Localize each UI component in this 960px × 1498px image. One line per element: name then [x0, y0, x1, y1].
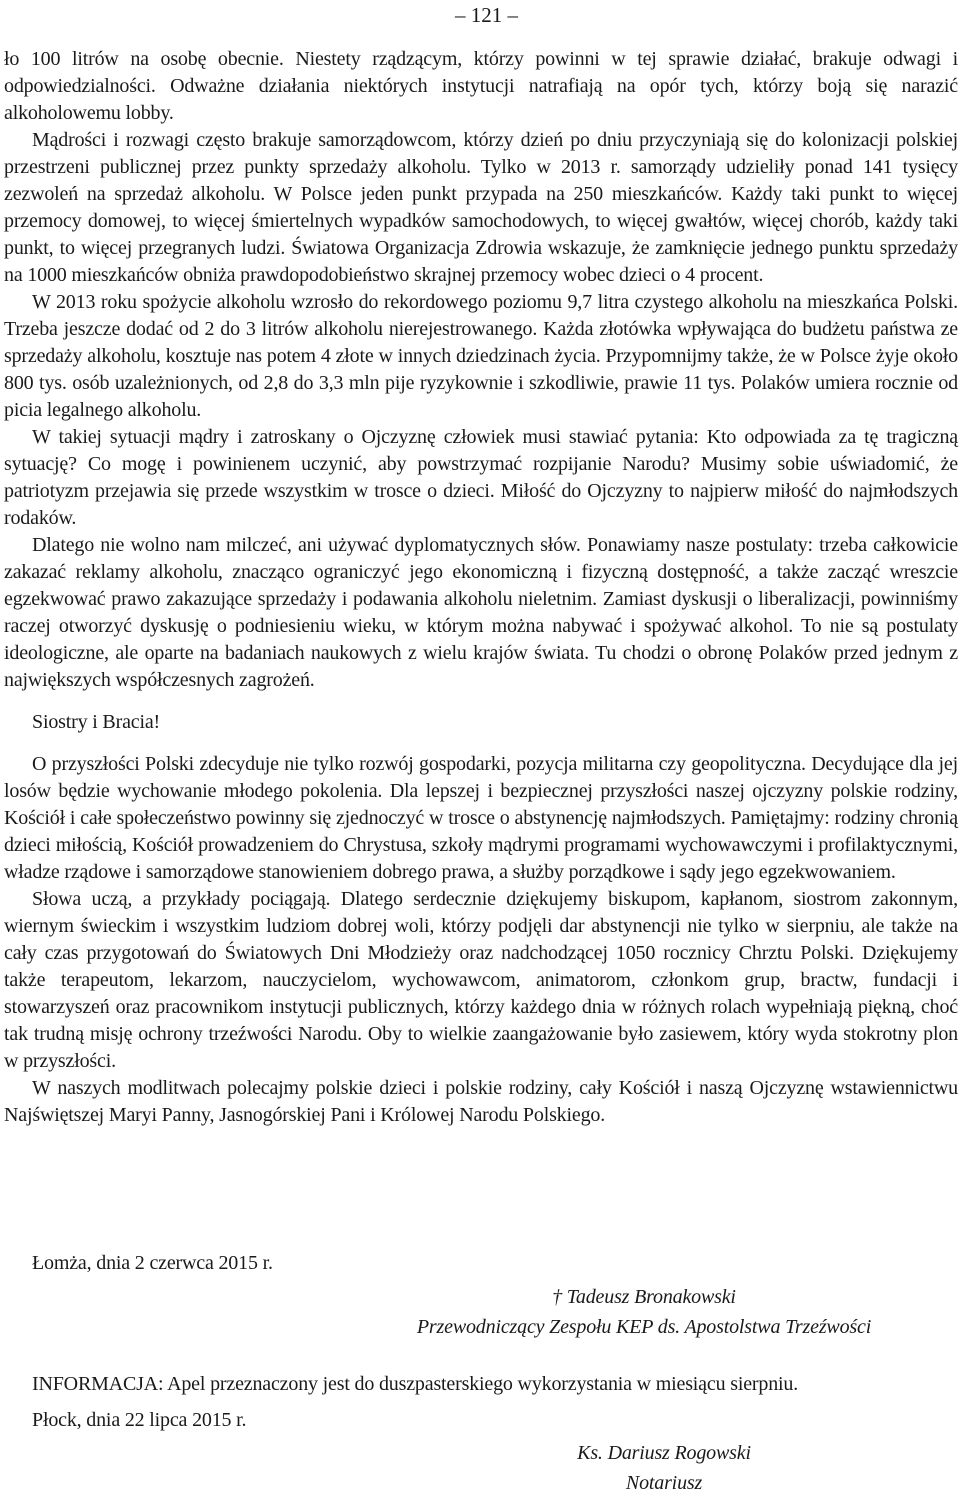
notary-title: Notariusz: [625, 1472, 703, 1494]
paragraph: Mądrości i rozwagi często brakuje samorządowcom, którzy dzień po dniu przyczyniają się do kolonizacji polskiej przestrzeni publicznej przez punkty sprzedaży alkoholu. Tylko w 2013 r. samorządy udzieliły ponad 141 tysięcy zezwoleń na sprzedaż alkoholu. W Polsce jeden punkt przypada na 250 mieszkańców. Każdy taki punkt to więcej przemocy domowej, to więcej śmiertelnych wypadków samochodowych, to więcej gwałtów, więcej chorób, każdy taki punkt, to więcej przegranych ludzi. Światowa Organizacja Zdrowia wskazuje, że zamknięcie jednego punktu sprzedaży na 1000 mieszkańców obniża prawdopodobieństwo skrajnej przemocy wobec dzieci o 4 procent.: [4, 129, 958, 286]
notary-block: [514, 1438, 814, 1498]
paragraph: Dlatego nie wolno nam milczeć, ani używać dyplomatycznych słów. Ponawiamy nasze postulaty: trzeba całkowicie zakazać reklamy alkoholu, znacząco ograniczyć jego ekonomiczną i fizyczną dostępność, a także zacząć wreszcie egzekwować prawo zakazujące sprzedaży i podawania alkoholu nieletnim. Zamiast dyskusji o liberalizacji, powinniśmy raczej otworzyć dyskusję o podniesieniu wieku, w którym można nabywać i spożywać alkohol. To nie są postulaty ideologiczne, ale oparte na badaniach naukowych z wielu krajów świata. Tu chodzi o obronę Polaków przed jednym z największych współczesnych zagrożeń.: [4, 534, 958, 691]
paragraph: Słowa uczą, a przykłady pociągają. Dlatego serdecznie dziękujemy biskupom, kapłanom, siostrom zakonnym, wiernym świeckim i wszystkim ludziom dobrej woli, którzy podjęli dar abstynencji nie tylko w sierpniu, ale także na cały czas przygotowań do Światowych Dni Młodzieży oraz nadchodzącej 1050 rocznicy Chrztu Polski. Dziękujemy także terapeutom, lekarzom, nauczycielom, wychowawcom, animatorom, członkom grup, bractw, fundacji i stowarzyszeń oraz pracownikom instytucji publicznych, którzy każdego dnia w różnych rolach wypełniają piękną, choć tak trudną misję ochrony trzeźwości Narodu. Oby to wielkie zaangażowanie było zasiewem, który wyda stokrotny plon w przyszłości.: [4, 888, 958, 1072]
letter-body: [4, 46, 958, 1129]
place-date: [4, 1248, 958, 1278]
paragraph-continuation: ło 100 litrów na osobę obecnie. Niestety rządzącym, którzy powinni w tej sprawie działać, brakuje odwagi i odpowiedzialności. Odważne działania niektórych instytucji natrafiają na opór tych, którzy boją się narazić alkoholowemu lobby.: [4, 48, 958, 124]
signature-block: [364, 1282, 924, 1342]
salutation: Siostry i Bracia!: [32, 711, 161, 733]
signatory-title: Przewodniczący Zespołu KEP ds. Apostolstwa Trzeźwości: [416, 1316, 872, 1338]
place-date-2: [4, 1405, 958, 1435]
paragraph: W 2013 roku spożycie alkoholu wzrosło do rekordowego poziomu 9,7 litra czystego alkoholu na mieszkańca Polski. Trzeba jeszcze dodać od 2 do 3 litrów alkoholu nierejestrowanego. Każda złotówka wpływająca do budżetu państwa ze sprzedaży alkoholu, kosztuje nas potem 4 złote w innych dziedzinach życia. Przypomnijmy także, że w Polsce żyje około 800 tys. osób uzależnionych, od 2,8 do 3,3 mln pije ryzykownie i szkodliwie, prawie 11 tys. Polaków umiera rocznie od picia legalnego alkoholu.: [4, 291, 958, 421]
signatory-name: † Tadeusz Bronakowski: [552, 1286, 736, 1308]
paragraph: O przyszłości Polski zdecyduje nie tylko rozwój gospodarki, pozycja militarna czy geopolityczna. Decydujące dla jej losów będzie wychowanie młodego pokolenia. Dla lepszej i bezpiecznej przyszłości naszej ojczyzny polskie rodziny, Kościół i całe społeczeństwo powinny się zjednoczyć w trosce o abstynencję najmłodszych. Pamiętajmy: rodziny chronią dzieci miłością, Kościół prowadzeniem do Chrystusa, szkoły mądrymi programami wychowawczymi i profilaktycznymi, władze rządowe i samorządowe stanowieniem dobrego prawa, a służby porządkowe i sądy jego egzekwowaniem.: [4, 753, 958, 883]
place-date-2-text: Płock, dnia 22 lipca 2015 r.: [32, 1409, 247, 1431]
information-note: [4, 1369, 958, 1399]
place-date-text: Łomża, dnia 2 czerwca 2015 r.: [32, 1252, 273, 1274]
notary-name: Ks. Dariusz Rogowski: [577, 1442, 751, 1464]
paragraph: W naszych modlitwach polecajmy polskie dzieci i polskie rodziny, cały Kościół i naszą Ojczyznę wstawiennictwu Najświętszej Maryi Panny, Jasnogórskiej Pani i Królowej Narodu Polskiego.: [4, 1077, 958, 1126]
information-text: INFORMACJA: Apel przeznaczony jest do duszpasterskiego wykorzystania w miesiącu sierpniu.: [32, 1373, 799, 1395]
paragraph: W takiej sytuacji mądry i zatroskany o Ojczyznę człowiek musi stawiać pytania: Kto odpowiada za tę tragiczną sytuację? Co mogę i powinienem uczynić, aby powstrzymać rozpijanie Narodu? Musimy sobie uświadomić, że patriotyzm przejawia się przede wszystkim w trosce o dzieci. Miłość do Ojczyzny to najpierw miłość do najmłodszych rodaków.: [4, 426, 958, 529]
page-number: – 121 –: [455, 3, 518, 27]
